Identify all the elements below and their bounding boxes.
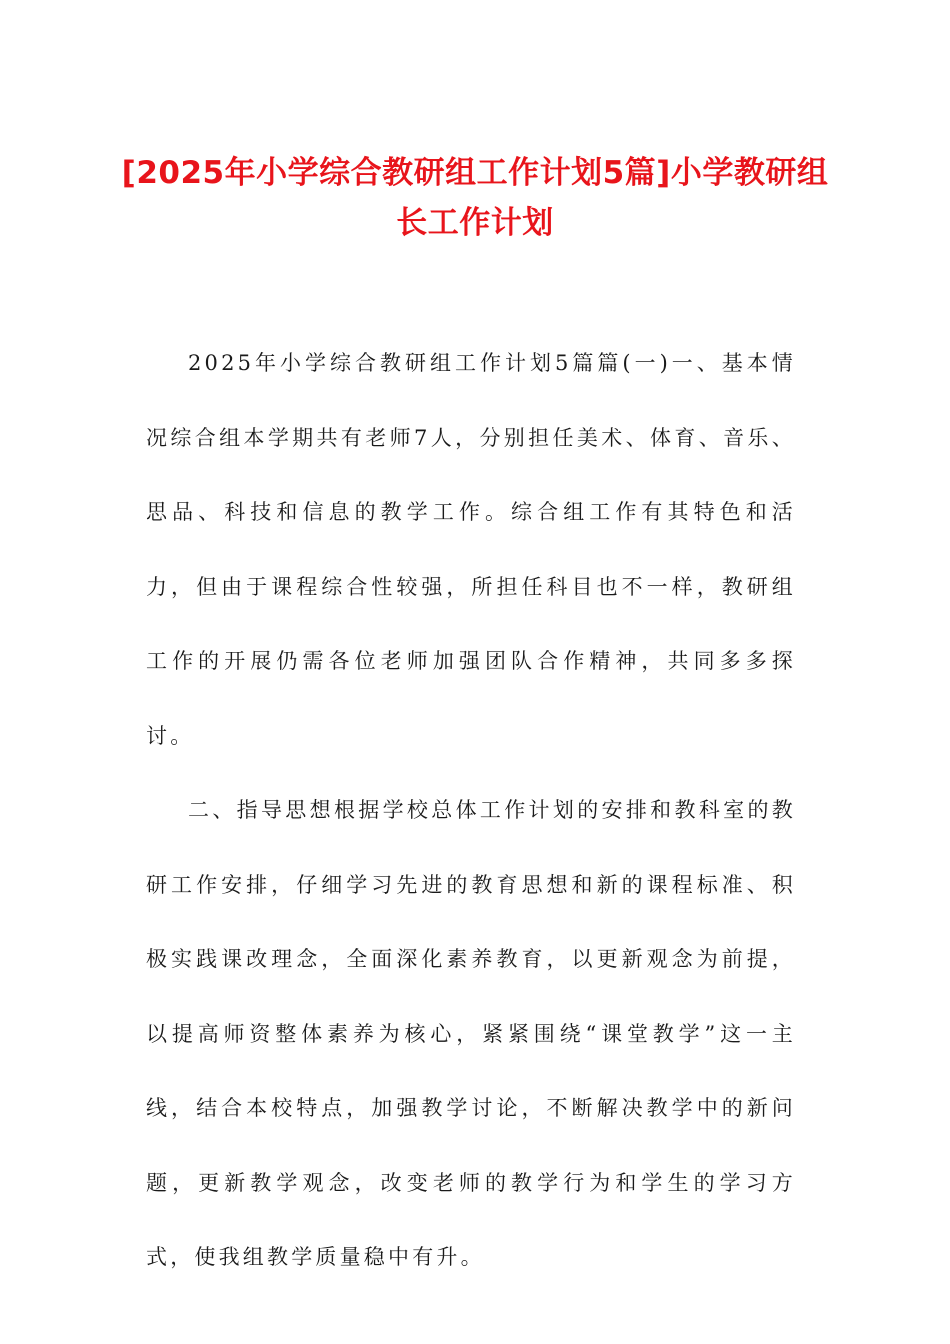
document-title: [2025年小学综合教研组工作计划5篇]小学教研组长工作计划 [121,155,829,241]
paragraph-guiding-ideology: 二、指导思想根据学校总体工作计划的安排和教科室的教研工作安排，仔细学习先进的教育思想和新的课程标准、积极实践课改理念，全面深化素养教育，以更新观念为前提，以提高师资整体素养为核心，紧紧围绕“课堂教学”这一主线，结合本校特点，加强教学讨论，不断解决教学中的新问题，更新教学观念，改变老师的教学行为和学生的学习方式，使我组教学质量稳中有升。 [146,798,796,1269]
document-body [146,326,796,1295]
paragraph-basic-situation: 2025年小学综合教研组工作计划5篇篇(一)一、基本情况综合组本学期共有老师7人，分别担任美术、体育、音乐、思品、科技和信息的教学工作。综合组工作有其特色和活力，但由于课程综合性较强，所担任科目也不一样，教研组工作的开展仍需各位老师加强团队合作精神，共同多多探讨。 [146,351,796,748]
